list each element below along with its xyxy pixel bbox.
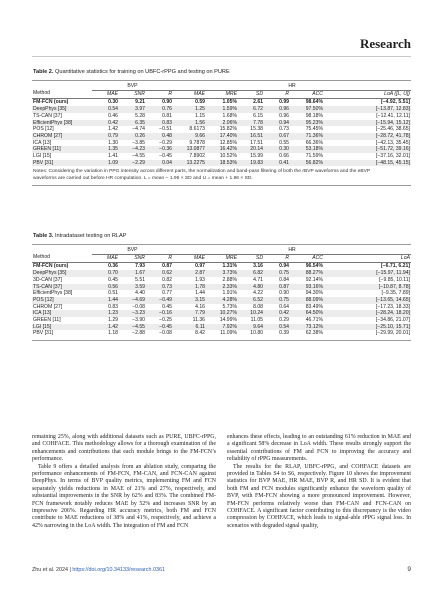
value-cell: 7.8902 [189, 153, 205, 160]
footer-citation-text: Zhu et al. 2024 | [32, 567, 73, 573]
value-cell: 1.59% [206, 106, 238, 113]
value-cell: 1.56 [173, 120, 206, 127]
page-number: 9 [407, 566, 411, 573]
value-cell: 0.39 [279, 330, 289, 337]
value-cell: 1.68% [222, 112, 237, 119]
value-cell: 7.78 [238, 120, 264, 127]
value-cell: [−28.24, 18.20] [324, 310, 411, 317]
table-row [32, 290, 411, 297]
value-cell: −3.90 [132, 317, 145, 324]
value-cell: 16.42% [206, 146, 238, 153]
footer-citation [32, 567, 165, 573]
table2-group-bvp: BVP [92, 81, 173, 90]
value-cell: 0.76 [146, 106, 173, 113]
value-cell: 0.75 [264, 297, 290, 304]
body-column-right [227, 434, 411, 530]
method-cell: DeepPhys [35] [32, 270, 92, 277]
value-cell: 7.79 [173, 310, 206, 317]
value-cell: 0.67 [264, 133, 290, 140]
value-cell: 1.25 [173, 106, 206, 113]
value-cell: 0.66 [279, 153, 289, 160]
value-cell: −0.16 [146, 310, 173, 317]
paragraph: remaining 25%, along with additional datasets such as PURE, UBFC-rPPG, and COHFACE. This methodology allows for a thorough examination of the enhancements and contributions that each module brings to the FM-FCN’s performance. [32, 434, 216, 463]
table-row [32, 324, 411, 331]
value-cell: 0.94 [279, 263, 289, 270]
value-cell: 0.97 [195, 263, 205, 270]
value-cell: 0.99 [279, 99, 289, 106]
value-cell: 11.05 [250, 317, 263, 324]
value-cell: −0.25 [159, 317, 172, 324]
value-cell: 98.64% [305, 99, 323, 106]
value-cell: 53.18% [290, 146, 324, 153]
table3-col-header: ACC [290, 254, 324, 263]
value-cell: [−6.71, 6.21] [380, 263, 410, 270]
value-cell: 0.83 [108, 303, 118, 310]
method-cell: PBV [31] [33, 330, 54, 337]
value-cell: 10.52% [219, 153, 237, 160]
table-row [32, 317, 411, 324]
value-cell: 73.12% [290, 324, 324, 331]
value-cell: 3.73% [206, 270, 238, 277]
table3-col-header: MAE [173, 254, 206, 263]
value-cell: [−13.65, 14.65] [324, 297, 411, 304]
value-cell: 3.59 [119, 284, 146, 291]
value-cell: −0.45 [159, 153, 172, 160]
table3-col-header: R [264, 254, 290, 263]
value-cell: 8.6173 [189, 126, 205, 133]
table-row [32, 310, 411, 317]
value-cell: 4.40 [135, 290, 145, 297]
table2-col-header: SNR [119, 90, 146, 99]
table-row [32, 297, 411, 304]
value-cell: 0.87 [162, 263, 172, 270]
table-row [32, 330, 411, 337]
table-row [32, 120, 411, 127]
value-cell: 6.52 [238, 297, 264, 304]
value-cell: 1.18 [108, 330, 118, 337]
value-cell: 0.46 [108, 112, 118, 119]
method-cell: EfficientPhys [38] [32, 120, 92, 127]
table3-header-row [32, 254, 411, 263]
value-cell: 10.27% [206, 310, 238, 317]
method-cell: ICA [13] [32, 310, 92, 317]
value-cell: 0.90 [162, 99, 172, 106]
value-cell: 1.23 [92, 310, 119, 317]
value-cell: 2.87 [173, 270, 206, 277]
paragraph: Table 9 offers a detailed analysis from an ablation study, comparing the performance enhancements of FM-FCN, FM-CAN, and FCN-CAN against DeepPhys. In terms of BVP quality metrics, implementing FM and FCN separately yields reductions in MAE of 21% and 27%, respectively, and substantial improvements in the SNR by 62% and 83%. The combined FM-FCN framework notably reduces MAE by 52% and increases SNR by an impressive 206%. Regarding HR accuracy metrics, both FM and FCN contribute to MAE reductions of 38% and 41%, respectively, and achieve a 42% narrowing in the LoA width. The integration of FM and FCN [32, 463, 216, 529]
value-cell: [−17.23, 18.33] [375, 303, 410, 310]
value-cell: 0.70 [92, 270, 119, 277]
value-cell: 1.09 [92, 160, 119, 167]
value-cell: 0.96 [264, 106, 290, 113]
table3-block [32, 233, 411, 341]
value-cell: 0.55 [279, 139, 289, 146]
table-row [32, 263, 411, 270]
value-cell: 97.50% [290, 106, 324, 113]
value-cell: 6.72 [238, 106, 264, 113]
value-cell: 6.15 [253, 112, 263, 119]
table3-col-header: SNR [119, 254, 146, 263]
method-cell: POS [12] [32, 297, 92, 304]
value-cell: −0.08 [132, 303, 145, 310]
value-cell: 71.59% [305, 153, 323, 160]
value-cell: 4.22 [253, 290, 263, 297]
table2-col-header: SD [238, 90, 264, 99]
value-cell: 4.16 [195, 303, 205, 310]
value-cell: 0.36 [108, 263, 118, 270]
value-cell: 0.45 [108, 276, 118, 283]
value-cell: 2.33% [206, 284, 238, 291]
table-row [32, 99, 411, 106]
table2-col-header: LoA ([L, U]) [324, 90, 411, 99]
value-cell: [−9.85, 10.11] [379, 276, 410, 283]
table3-col-method: Method [32, 254, 92, 263]
value-cell: −4.55 [119, 324, 146, 331]
value-cell: 20.14 [238, 146, 264, 153]
value-cell: 56.82% [290, 160, 324, 167]
value-cell: [−28.72, 41.78] [324, 133, 411, 140]
value-cell: 6.35 [119, 120, 146, 127]
value-cell: 66.36% [305, 139, 323, 146]
table-row [32, 160, 411, 167]
value-cell: 0.42 [264, 310, 290, 317]
value-cell: 0.54 [92, 106, 119, 113]
value-cell: 7.92% [206, 324, 238, 331]
table3-col-header: LoA [324, 254, 411, 263]
table2-note-line: waveforms are carried out before HR computation. L = mean − 1.96 × SD and U = mean + 1.96 × SD. [33, 175, 253, 181]
value-cell: 1.41 [108, 153, 118, 160]
value-cell: 4.80 [238, 284, 264, 291]
table-row [32, 146, 411, 153]
value-cell: 5.28 [135, 112, 145, 119]
value-cell: −0.45 [146, 324, 173, 331]
value-cell: 15.99 [250, 153, 263, 160]
value-cell: 2.88% [222, 276, 237, 283]
journal-name: Research [359, 36, 411, 51]
value-cell: 14.99% [219, 317, 237, 324]
table2 [32, 81, 411, 166]
value-cell: 83.49% [305, 303, 323, 310]
value-cell: 0.62 [146, 270, 173, 277]
value-cell: 3.97 [119, 106, 146, 113]
value-cell: 7.93 [135, 263, 145, 270]
value-cell: 11.36 [192, 317, 205, 324]
value-cell: [−15.94, 15.12] [324, 120, 411, 127]
value-cell: 64.50% [290, 310, 324, 317]
value-cell: 0.75 [264, 270, 290, 277]
value-cell: −3.23 [119, 310, 146, 317]
value-cell: 1.15 [195, 112, 205, 119]
value-cell: 1.93 [195, 276, 205, 283]
value-cell: 0.79 [92, 133, 119, 140]
value-cell: 0.29 [279, 317, 289, 324]
value-cell: 62.38% [305, 330, 323, 337]
method-cell: TS-CAN [37] [33, 112, 62, 119]
value-cell: 6.82 [238, 270, 264, 277]
table2-col-header: MAE [92, 90, 119, 99]
table3-col-header: MAE [92, 254, 119, 263]
method-cell: ICA [13] [33, 139, 52, 146]
value-cell: −4.55 [132, 153, 145, 160]
table3-group-hr: HR [173, 245, 411, 254]
value-cell: 1.91% [222, 290, 237, 297]
doi-link[interactable]: https://doi.org/10.34133/research.0361 [72, 567, 165, 573]
table2-col-method: Method [32, 90, 92, 99]
value-cell: −0.08 [159, 330, 172, 337]
table-row [32, 140, 411, 147]
value-cell: 0.83 [146, 120, 173, 127]
value-cell: 5.73% [222, 303, 237, 310]
method-cell: EfficientPhys [38] [33, 290, 73, 297]
value-cell: 15.82% [219, 126, 237, 133]
value-cell: 0.59 [195, 99, 205, 106]
value-cell: 1.67 [119, 270, 146, 277]
value-cell: 1.42 [108, 126, 118, 133]
value-cell: −0.29 [159, 139, 172, 146]
value-cell: 93.16% [290, 284, 324, 291]
value-cell: 0.54 [264, 324, 290, 331]
value-cell: −4.69 [119, 297, 146, 304]
value-cell: [−29.99, 20.01] [375, 330, 410, 337]
method-cell: POS [12] [33, 126, 54, 133]
value-cell: 9.64 [238, 324, 264, 331]
value-cell: 92.14% [305, 276, 323, 283]
value-cell: 0.51 [108, 290, 118, 297]
value-cell: 13.2275 [173, 160, 206, 167]
table-row [32, 277, 411, 284]
value-cell: 71.36% [290, 133, 324, 140]
method-cell: TS-CAN [37] [32, 284, 92, 291]
value-cell: [−42.13, 35.45] [375, 139, 410, 146]
table-row [32, 133, 411, 140]
method-cell: PBV [31] [32, 160, 92, 167]
value-cell: 0.87 [264, 284, 290, 291]
value-cell: [−13.87, 12.83] [324, 106, 411, 113]
value-cell: [−15.97, 11.94] [324, 270, 411, 277]
value-cell: 16.51 [238, 133, 264, 140]
value-cell: [−25.10, 15.71] [324, 324, 411, 331]
method-cell: FM-FCN (ours) [33, 263, 69, 270]
value-cell: 88.09% [290, 297, 324, 304]
value-cell: 1.78 [173, 284, 206, 291]
table2-note-line: Notes: Considering the variation in PPG intensity across different parts, the normalization and band-pass filtering of both the rBVP waveforms and the eBVP [33, 169, 371, 175]
table2-caption-label: Table 2. [33, 69, 54, 75]
method-cell: DeepPhys [35] [32, 106, 92, 113]
value-cell: 94.30% [305, 290, 323, 297]
value-cell: 0.64 [279, 303, 289, 310]
table3-group-bvp: BVP [92, 245, 173, 254]
value-cell: 0.26 [119, 133, 146, 140]
table2-col-header: MRE [206, 90, 238, 99]
value-cell: 0.73 [279, 126, 289, 133]
value-cell: 0.45 [162, 303, 172, 310]
table2-col-header: MAE [173, 90, 206, 99]
value-cell: 1.44 [195, 290, 205, 297]
table2-col-header: R [264, 90, 290, 99]
table3-col-header: MRE [206, 254, 238, 263]
method-cell: LGI [15] [33, 153, 52, 160]
table2-caption-text: Quantitative statistics for training on UBFC-rPPG and testing on PURE [54, 69, 230, 75]
table-row [32, 153, 411, 160]
value-cell: 8.42 [195, 330, 205, 337]
body-column-left [32, 434, 216, 530]
value-cell: 4.28% [206, 297, 238, 304]
value-cell: [−9.35, 7.89] [381, 290, 410, 297]
table3-caption [32, 233, 411, 244]
value-cell: 0.73 [146, 284, 173, 291]
method-cell: CHROM [27] [32, 133, 92, 140]
value-cell: [−48.15, 45.15] [324, 160, 411, 167]
value-cell: [−12.41, 12.11] [376, 112, 410, 119]
value-cell: 18.53% [206, 160, 238, 167]
value-cell: 0.48 [146, 133, 173, 140]
value-cell: 1.05% [222, 99, 237, 106]
table-row [32, 270, 411, 277]
method-cell: GREEN [11] [32, 146, 92, 153]
table-row [32, 126, 411, 133]
value-cell: 75.45% [305, 126, 323, 133]
value-cell: [−4.92, 5.51] [380, 99, 410, 106]
value-cell: 0.82 [162, 276, 172, 283]
value-cell: 9.66 [173, 133, 206, 140]
value-cell: [−25.46, 38.65] [375, 126, 410, 133]
value-cell: 0.84 [279, 276, 289, 283]
value-cell: 0.96 [279, 112, 289, 119]
value-cell: 3.16 [253, 263, 263, 270]
value-cell: 17.40% [206, 133, 238, 140]
value-cell: −4.23 [119, 146, 146, 153]
value-cell: 1.42 [92, 324, 119, 331]
value-cell: 1.44 [92, 297, 119, 304]
value-cell: 15.38 [250, 126, 263, 133]
table2-block [32, 69, 411, 186]
method-cell: GREEN [11] [33, 317, 61, 324]
value-cell: 19.83 [238, 160, 264, 167]
value-cell: −0.49 [146, 297, 173, 304]
value-cell: 0.56 [92, 284, 119, 291]
value-cell: 0.41 [264, 160, 290, 167]
value-cell: 11.09% [220, 330, 237, 337]
value-cell: 96.54% [305, 263, 323, 270]
table2-group-hr: HR [173, 81, 411, 90]
value-cell: 13.0877 [173, 146, 206, 153]
value-cell: 95.23% [290, 120, 324, 127]
value-cell: [−34.86, 21.07] [375, 317, 410, 324]
table2-col-header: ACC [290, 90, 324, 99]
table3-col-header: R [146, 254, 173, 263]
value-cell: 98.18% [305, 112, 323, 119]
paragraph: enhances these effects, leading to an outstanding 61% reduction in MAE and a significant 58% decrease in LoA width. These results strongly support the essential contributions of FM and FCN to improving the accuracy and reliability of rPPG measurements. [227, 434, 411, 463]
table3-col-header: SD [238, 254, 264, 263]
table2-note [32, 166, 411, 184]
value-cell: 0.04 [146, 160, 173, 167]
value-cell: 0.42 [92, 120, 119, 127]
method-cell: LGI [15] [32, 324, 92, 331]
value-cell: −2.29 [119, 160, 146, 167]
value-cell: 10.24 [238, 310, 264, 317]
value-cell: [−37.16, 32.01] [375, 153, 410, 160]
value-cell: 88.27% [290, 270, 324, 277]
table3-caption-label: Table 3. [33, 233, 54, 239]
value-cell: 10.80 [250, 330, 263, 337]
table2-body [32, 99, 411, 167]
value-cell: 0.30 [108, 99, 118, 106]
value-cell: 9.21 [135, 99, 145, 106]
value-cell: −3.85 [132, 139, 145, 146]
value-cell: 0.90 [279, 290, 289, 297]
value-cell: 1.29 [108, 317, 118, 324]
value-cell: 1.31% [222, 263, 237, 270]
table2-col-header: R [146, 90, 173, 99]
value-cell: 2.06% [206, 120, 238, 127]
value-cell: −4.74 [132, 126, 145, 133]
value-cell: [−10.87, 8.78] [324, 284, 411, 291]
value-cell: 4.71 [253, 276, 263, 283]
table-row [32, 304, 411, 311]
value-cell: 0.81 [162, 112, 172, 119]
method-cell: 3D-CAN [37] [33, 276, 62, 283]
method-cell: FM-FCN (ours) [33, 99, 69, 106]
value-cell: 1.30 [108, 139, 118, 146]
value-cell: 8.08 [253, 303, 263, 310]
value-cell: −0.51 [159, 126, 172, 133]
value-cell: −2.88 [132, 330, 145, 337]
paragraph: The results for the RLAP, UBFC-rPPG, and COHFACE datasets are provided in Tables S4 to S6, respectively. Figure 10 shows the improvement statistics for BVP MAE, HR MAE, BVP R, and HR SD. It is evident that both FM and FCN modules significantly enhance the waveform quality of BVP, with FM-FCN showing a more pronounced improvement. However, FM-FCN performs relatively worse than FM-CAN and FCN-CAN on COHFACE. A significant factor contributing to this discrepancy is the video compression by COHFACE, which leads to signal-able rPPG signal loss. In scenarios with degraded signal quality, [227, 463, 411, 529]
value-cell: 0.30 [264, 146, 290, 153]
table3-body [32, 263, 411, 337]
value-cell: 3.15 [173, 297, 206, 304]
method-cell: CHROM [27] [33, 303, 63, 310]
header-rule [32, 56, 411, 57]
table3-caption-text: Intradataset testing on RLAP [54, 233, 127, 239]
table3 [32, 245, 411, 337]
value-cell: 2.61 [253, 99, 263, 106]
value-cell: 9.7878 [189, 139, 205, 146]
value-cell: 46.71% [305, 317, 323, 324]
value-cell: 17.51 [250, 139, 263, 146]
table-row [32, 284, 411, 291]
table2-header-row [32, 90, 411, 99]
table-row [32, 113, 411, 120]
value-cell: −0.36 [146, 146, 173, 153]
table2-caption [32, 69, 411, 80]
value-cell: 0.94 [264, 120, 290, 127]
value-cell: [−51.72, 39.16] [324, 146, 411, 153]
value-cell: 1.35 [92, 146, 119, 153]
value-cell: 0.77 [162, 290, 172, 297]
value-cell: 12.85% [219, 139, 237, 146]
value-cell: 6.11 [173, 324, 206, 331]
value-cell: 5.51 [135, 276, 145, 283]
table-row [32, 106, 411, 113]
